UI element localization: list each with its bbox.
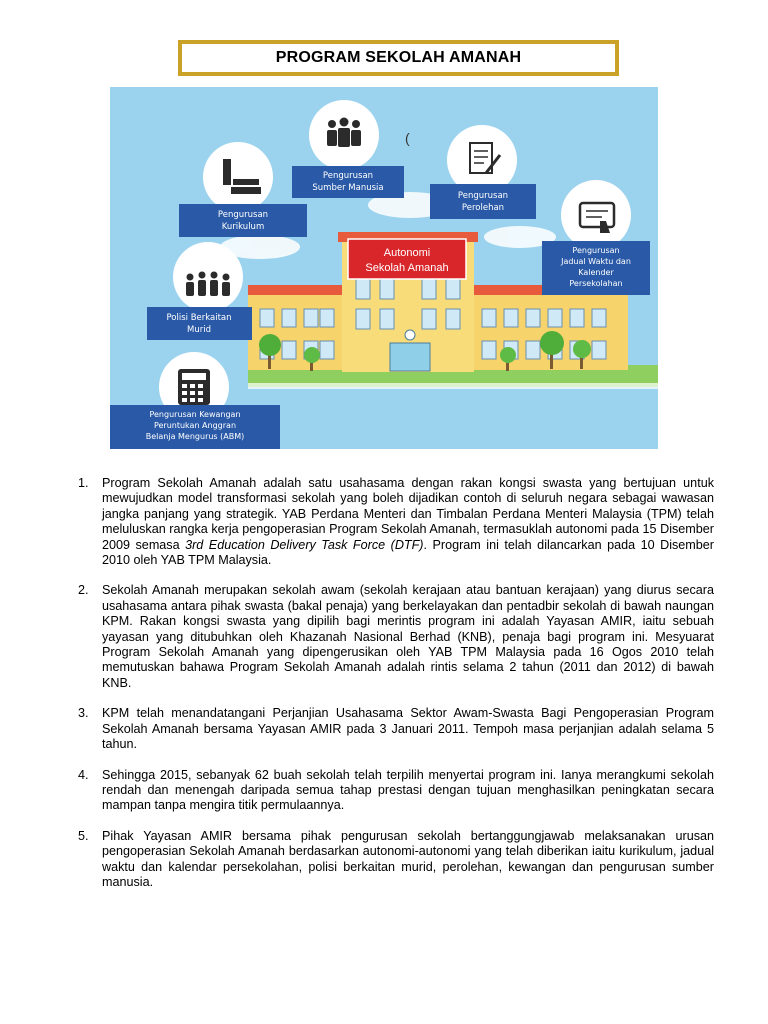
clock-icon <box>405 330 415 340</box>
bracket-glyph: ( <box>405 130 410 146</box>
paragraph-3 <box>78 706 714 752</box>
page-title: PROGRAM SEKOLAH AMANAH <box>275 49 522 66</box>
label-kurikulum-2: Kurikulum <box>221 222 265 232</box>
paragraph-text <box>102 476 714 568</box>
label-perolehan-1: Pengurusan <box>457 191 509 201</box>
label-box-perolehan <box>430 184 536 219</box>
people-group-icon <box>327 118 361 148</box>
paragraph-1-italic: 3rd Education Delivery Task Force (DTF) <box>185 537 424 552</box>
label-box-kurikulum <box>179 204 307 237</box>
paragraph-number: 2. <box>78 583 89 598</box>
label-kewangan-1: Pengurusan Kewangan <box>149 410 241 419</box>
paragraph-2 <box>78 583 714 691</box>
label-polisi-2: Murid <box>187 325 211 335</box>
label-kewangan-2: Peruntukan Anggran <box>153 421 237 430</box>
paragraph-number: 4. <box>78 767 89 782</box>
label-sumber-manusia-2: Sumber Manusia <box>312 183 384 193</box>
infographic-svg <box>110 87 658 449</box>
label-jadual-1: Pengurusan <box>572 246 620 255</box>
paragraph-1-text-after: . Program ini telah dilancarkan pada 10 Disember 2010 oleh YAB TPM Malaysia. <box>102 537 714 568</box>
paragraph-text: Pihak Yayasan AMIR bersama pihak pengurusan sekolah bertanggungjawab melaksanakan urusan pengoperasian Sekolah Amanah berdasarkan autonomi-autonomi yang telah diberikan iaitu kurikulum, jadual waktu dan kalendar persekolahan, polisi berkaitan murid, perolehan, kewangan dan pengurusan sumber manusia. <box>102 828 714 889</box>
label-jadual-2: Jadual Waktu dan <box>561 257 631 266</box>
calculator-icon <box>178 369 210 405</box>
label-jadual-3: Kalender <box>578 268 614 277</box>
center-label-1: Autonomi <box>383 247 431 259</box>
label-polisi-1: Polisi Berkaitan <box>166 313 232 323</box>
paragraph-text: Sekolah Amanah merupakan sekolah awam (sekolah kerajaan atau bantuan kerajaan) yang diurus secara usahasama antara pihak swasta (bakal penaja) yang berkelayakan dan pentadbir sekolah di bawah naungan KPM. Rakan kongsi swasta yang dipilih bagi merintis program ini adalah Yayasan AMIR, iaitu sebuah yayasan yang ditubuhkan oleh Khazanah Nasional Berhad (KNB), penaja bagi program ini. Mesyuarat Program Sekolah Amanah yang dipengerusikan oleh YAB TPM Malaysia pada 16 Ogos 2010 telah memutuskan bahawa Program Sekolah Amanah adalah rintis selama 2 tahun (2011 dan 2012) di bawah KNB. <box>102 583 714 690</box>
label-kurikulum-1: Pengurusan <box>217 210 269 220</box>
label-kewangan-3: Belanja Mengurus (ABM) <box>145 432 245 441</box>
paragraph-1-text-before: Program Sekolah Amanah adalah satu usahasama dengan rakan kongsi swasta yang bertujuan untuk mewujudkan model transformasi sekolah yang boleh dijadikan contoh di seluruh negara sebagai wawasan jangka panjang yang strategik. YAB Perdana Menteri dan Timbalan Perdana Menteri Malaysia (TPM) telah meluluskan rangka kerja pengoperasian Program Sekolah Amanah, termasuklah autonomi pada 15 Disember 2009 semasa <box>102 476 714 552</box>
paragraph-list <box>78 476 714 905</box>
paragraph-number: 3. <box>78 706 89 721</box>
paragraph-5 <box>78 829 714 891</box>
road <box>248 383 658 389</box>
paragraph-number: 5. <box>78 828 89 843</box>
paragraph-text: Sehingga 2015, sebanyak 62 buah sekolah telah terpilih menyertai program ini. Ianya merangkumi sekolah rendah dan menengah daripada semua tahap prestasi dengan tujuan menghasilkan peningkatan secara mampan tanpa mengira titik permulaannya. <box>102 767 714 813</box>
title-box <box>178 40 619 76</box>
infographic <box>110 87 658 449</box>
center-label-2: Sekolah Amanah <box>365 262 449 274</box>
label-perolehan-2: Perolehan <box>461 203 505 213</box>
paragraph-text: KPM telah menandatangani Perjanjian Usahasama Sektor Awam-Swasta Bagi Pengoperasian Program Sekolah Amanah bersama Yayasan AMIR pada 3 Januari 2011. Tempoh masa perjanjian adalah selama 5 tahun. <box>102 706 714 752</box>
label-box-polisi <box>147 307 252 340</box>
label-sumber-manusia-1: Pengurusan <box>322 171 374 181</box>
school-door <box>390 343 430 371</box>
paragraph-1 <box>78 476 714 568</box>
label-jadual-4: Persekolahan <box>569 279 623 288</box>
paragraph-4 <box>78 768 714 814</box>
paragraph-number: 1. <box>78 476 89 490</box>
